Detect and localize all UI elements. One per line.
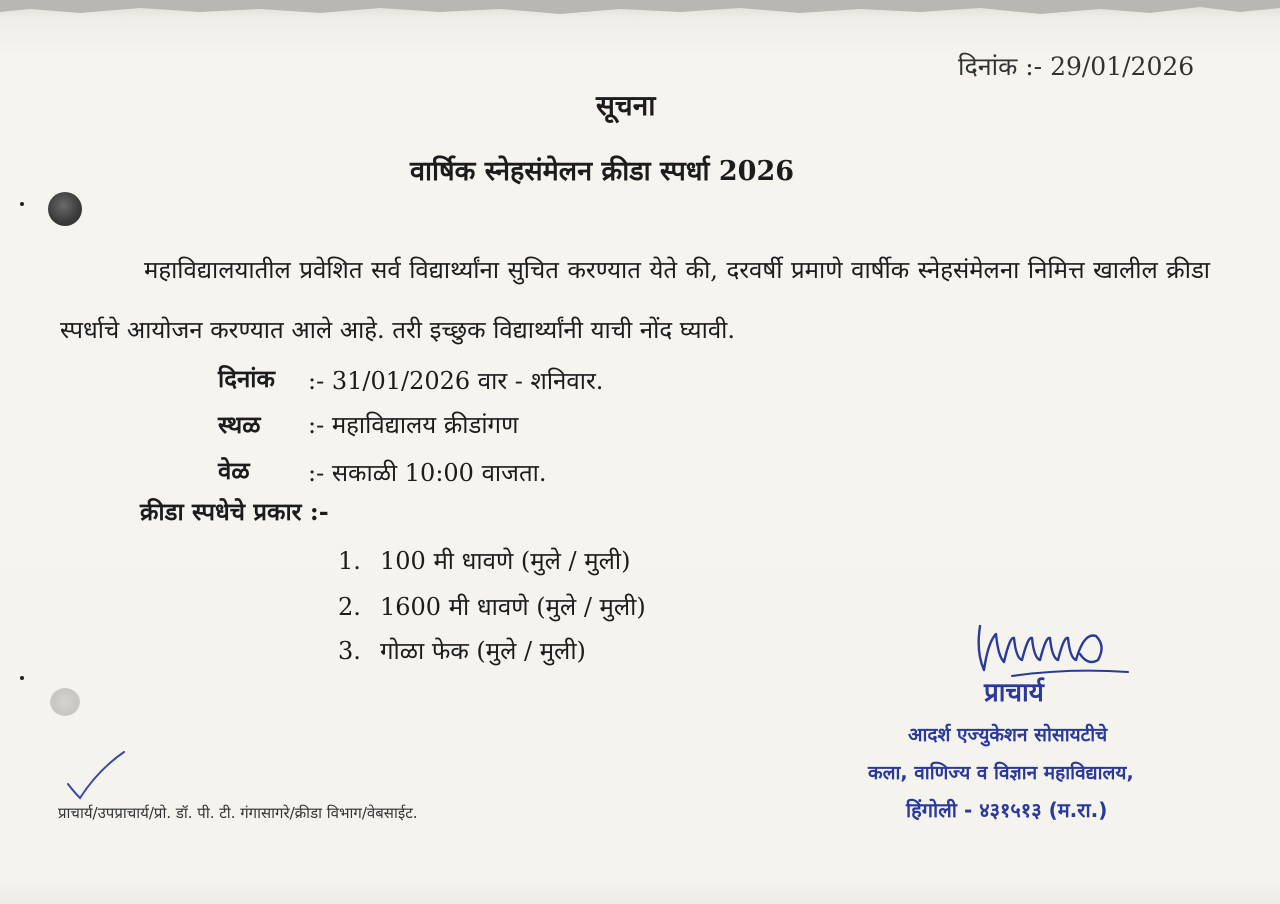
copy-to-line: प्राचार्य/उपप्राचार्य/प्रो. डॉ. पी. टी. गंगासागरे/क्रीडा विभाग/वेबसाईट. <box>58 804 418 822</box>
detail-date-value: :- 31/01/2026 वार - शनिवार. <box>308 367 604 395</box>
punch-hole-bottom <box>50 688 80 716</box>
check-mark-icon <box>62 748 132 804</box>
sports-types-heading: क्रीडा स्पधेचे प्रकार :- <box>140 497 329 526</box>
principal-signature <box>968 612 1138 682</box>
notice-title: सूचना <box>596 89 656 122</box>
notice-subtitle: वार्षिक स्नेहसंमेलन क्रीडा स्पर्धा 2026 <box>410 156 795 187</box>
detail-venue-value: :- महाविद्यालय क्रीडांगण <box>308 411 519 439</box>
stamp-college-name: कला, वाणिज्य व विज्ञान महाविद्यालय, <box>868 762 1134 784</box>
torn-paper-edge <box>0 0 1280 22</box>
list-item-text: 1600 मी धावणे (मुले / मुली) <box>380 593 646 621</box>
detail-time-label: वेळ <box>218 456 250 485</box>
list-item <box>338 590 646 623</box>
notice-date: दिनांक :- 29/01/2026 <box>958 52 1195 81</box>
list-item <box>338 634 586 667</box>
stamp-society-name: आदर्श एज्युकेशन सोसायटीचे <box>908 724 1108 746</box>
list-item-text: 100 मी धावणे (मुले / मुली) <box>380 547 631 575</box>
list-item-number: 2. <box>338 593 361 621</box>
list-item-number: 3. <box>338 637 361 665</box>
detail-time-value: :- सकाळी 10:00 वाजता. <box>308 459 547 487</box>
list-item <box>338 544 630 577</box>
detail-date-label: दिनांक <box>218 364 275 393</box>
ink-speck <box>20 676 24 680</box>
list-item-number: 1. <box>338 547 361 575</box>
notice-paragraph: महाविद्यालयातील प्रवेशित सर्व विद्यार्थ्यांना सुचित करण्यात येते की, दरवर्षी प्रमाणे वार्षीक स्नेहसंमेलना निमित्त खालील क्रीडा स्पर्धाचे आयोजन करण्यात आले आहे. तरी इच्छुक विद्यार्थ्यांनी याची नोंद घ्यावी. <box>60 256 1210 344</box>
detail-venue-label: स्थळ <box>218 410 261 439</box>
stamp-address: हिंगोली - ४३१५१३ (म.रा.) <box>906 798 1108 822</box>
list-item-text: गोळा फेक (मुले / मुली) <box>380 637 586 665</box>
punch-hole-top <box>48 192 82 226</box>
stamp-title: प्राचार्य <box>984 678 1044 708</box>
ink-speck <box>20 202 24 206</box>
